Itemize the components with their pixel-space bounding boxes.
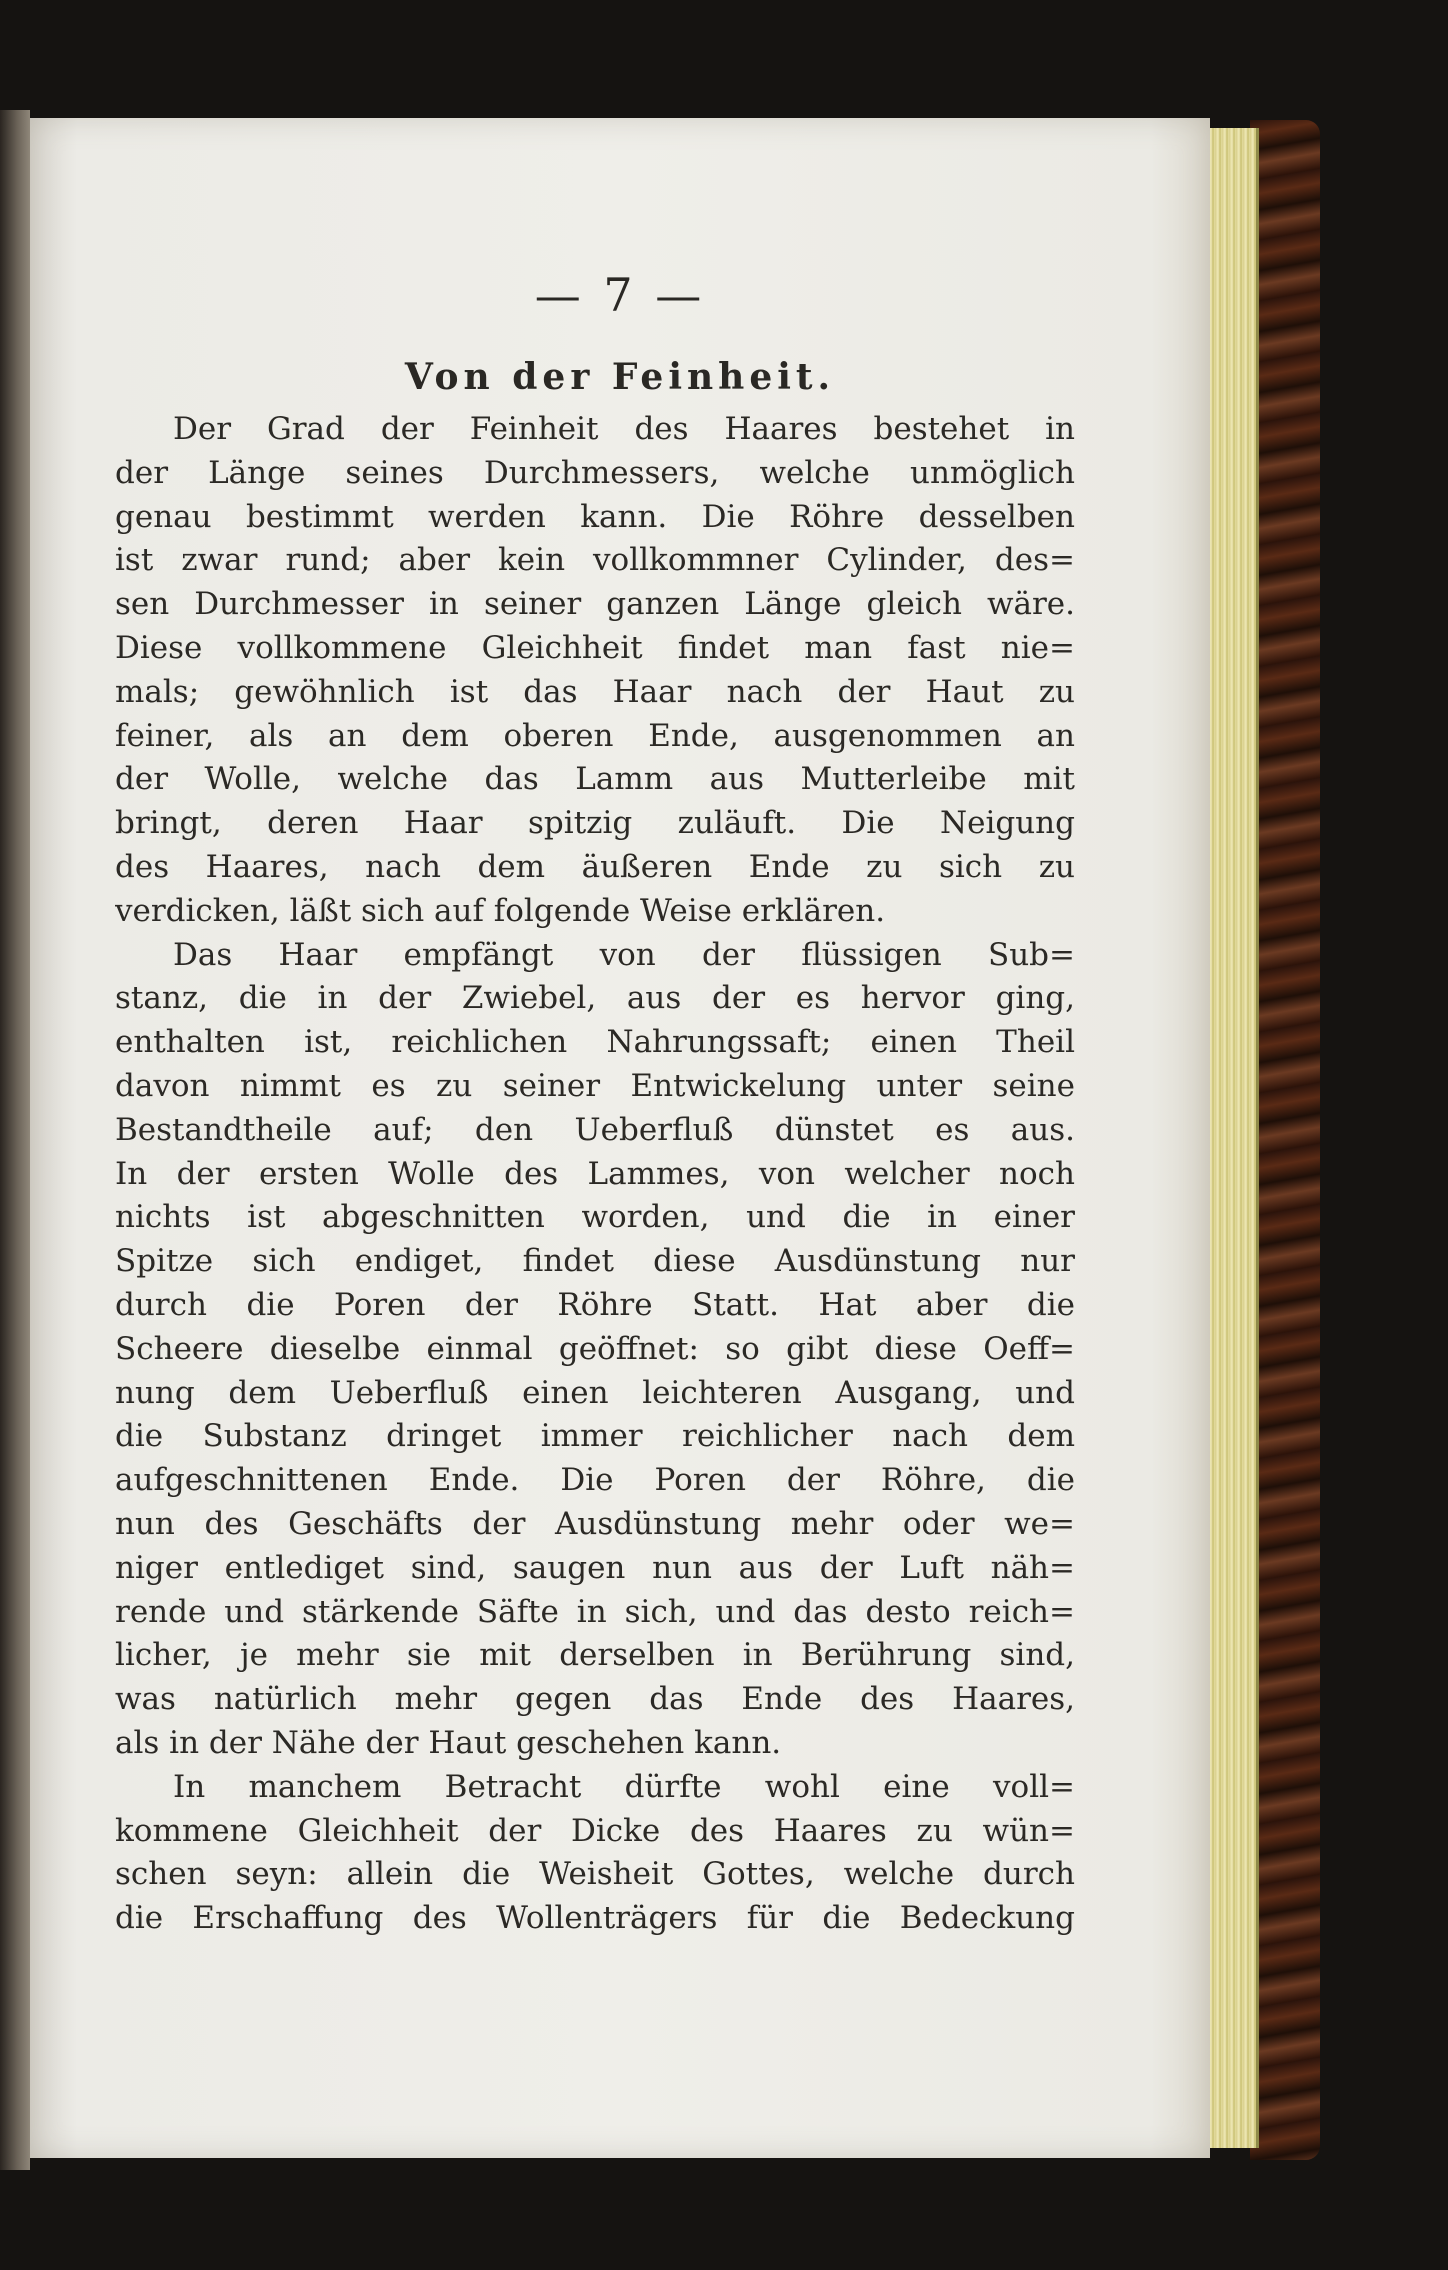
text-line: In der ersten Wolle des Lammes, von welcher noch [115, 1155, 1075, 1192]
text-line: schen seyn: allein die Weisheit Gottes, welche durch [115, 1856, 1075, 1893]
text-line: licher, je mehr sie mit derselben in Berührung sind, [115, 1637, 1075, 1674]
text-line: nichts ist abgeschnitten worden, und die in einer [115, 1199, 1075, 1236]
text-line: mals; gewöhnlich ist das Haar nach der Haut zu [115, 673, 1075, 710]
text-line: die Erschaffung des Wollenträgers für die Bedeckung [115, 1900, 1075, 1937]
text-line: des Haares, nach dem äußeren Ende zu sich zu [115, 848, 1075, 885]
left-page-edge [0, 110, 30, 2170]
text-line: Der Grad der Feinheit des Haares bestehet in [173, 411, 1075, 447]
text-line: stanz, die in der Zwiebel, aus der es hervor ging, [115, 980, 1075, 1017]
text-line: Spitze sich endiget, findet diese Ausdünstung nur [115, 1243, 1075, 1280]
text-line: sen Durchmesser in seiner ganzen Länge gleich wäre. [115, 586, 1075, 623]
text-line: davon nimmt es zu seiner Entwickelung unter seine [115, 1067, 1075, 1104]
text-line: In manchem Betracht dürfte wohl eine voll= [173, 1768, 1075, 1805]
text-line: Das Haar empfängt von der flüssigen Sub= [173, 936, 1075, 973]
text-line: die Substanz dringet immer reichlicher nach dem [115, 1418, 1075, 1455]
text-line: nun des Geschäfts der Ausdünstung mehr oder we= [115, 1505, 1075, 1542]
text-line: verdicken, läßt sich auf folgende Weise erklären. [115, 892, 886, 929]
page-stack-edge [1208, 128, 1259, 2148]
text-line: kommene Gleichheit der Dicke des Haares zu wün= [115, 1812, 1075, 1849]
text-line: niger entlediget sind, saugen nun aus der Luft näh= [115, 1549, 1075, 1586]
text-line: bringt, deren Haar spitzig zuläuft. Die Neigung [115, 805, 1075, 842]
book-cover-edge [1250, 120, 1320, 2160]
text-line: feiner, als an dem oberen Ende, ausgenommen an [115, 717, 1075, 754]
book-page [30, 118, 1210, 2158]
text-line: nung dem Ueberfluß einen leichteren Ausgang, und [115, 1374, 1075, 1411]
text-line: was natürlich mehr gegen das Ende des Haares, [115, 1681, 1075, 1718]
text-line: ist zwar rund; aber kein vollkommner Cylinder, des= [115, 542, 1075, 579]
page-number: — 7 — [534, 268, 706, 322]
text-line: als in der Nähe der Haut geschehen kann. [115, 1724, 782, 1761]
text-line: durch die Poren der Röhre Statt. Hat aber die [115, 1286, 1075, 1323]
text-line: aufgeschnittenen Ende. Die Poren der Röhre, die [115, 1462, 1075, 1499]
body-text [115, 408, 1075, 1941]
text-line: Scheere dieselbe einmal geöffnet: so gibt diese Oeff= [115, 1330, 1075, 1367]
text-line: der Wolle, welche das Lamm aus Mutterleibe mit [115, 761, 1075, 798]
section-heading: Von der Feinheit. [404, 356, 836, 398]
text-line: Bestandtheile auf; den Ueberfluß dünstet es aus. [115, 1111, 1075, 1148]
text-line: der Länge seines Durchmessers, welche unmöglich [115, 454, 1075, 491]
text-line: enthalten ist, reichlichen Nahrungssaft; einen Theil [115, 1024, 1075, 1061]
text-line: rende und stärkende Säfte in sich, und das desto reich= [115, 1593, 1075, 1630]
text-line: genau bestimmt werden kann. Die Röhre desselben [115, 498, 1075, 535]
text-line: Diese vollkommene Gleichheit findet man fast nie= [115, 629, 1075, 666]
